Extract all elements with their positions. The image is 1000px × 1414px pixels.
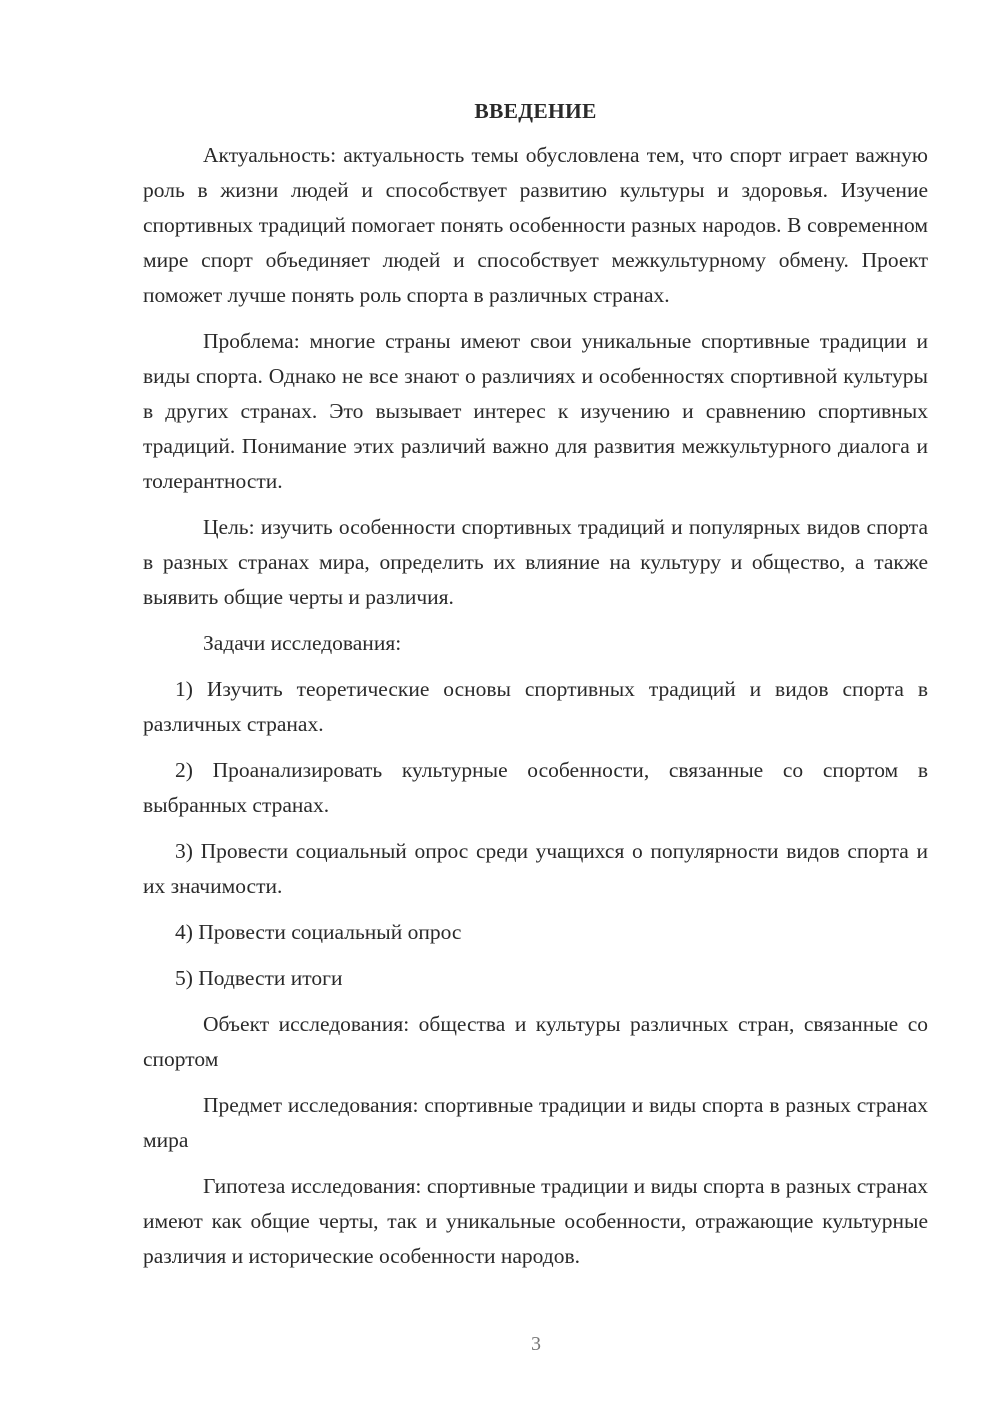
paragraph-hypothesis: Гипотеза исследования: спортивные традиции и виды спорта в разных странах имеют как общие черты, так и уникальные особенности, отражающие культурные различия и исторические особенности народов. [143,1174,928,1268]
page-content [143,96,928,1285]
paragraph-goal: Цель: изучить особенности спортивных традиций и популярных видов спорта в разных странах мира, определить их влияние на культуру и общество, а также выявить общие черты и различия. [143,515,928,609]
task-item-1: 1) Изучить теоретические основы спортивных традиций и видов спорта в различных странах. [143,677,928,736]
task-item-3: 3) Провести социальный опрос среди учащихся о популярности видов спорта и их значимости. [143,839,928,898]
tasks-heading: Задачи исследования: [203,631,402,655]
task-item-5: 5) Подвести итоги [175,966,343,990]
paragraph-relevance: Актуальность: актуальность темы обусловлена тем, что спорт играет важную роль в жизни людей и способствует развитию культуры и здоровья. Изучение спортивных традиций помогает понять особенности разных народов. В современном мире спорт объединяет людей и способствует межкультурному обмену. Проект поможет лучше понять роль спорта в различных странах. [143,143,928,307]
paragraph-subject: Предмет исследования: спортивные традиции и виды спорта в разных странах мира [143,1093,928,1152]
paragraph-problem: Проблема: многие страны имеют свои уникальные спортивные традиции и виды спорта. Однако не все знают о различиях и особенностях спортивной культуры в других странах. Это вызывает интерес к изучению и сравнению спортивных традиций. Понимание этих различий важно для развития межкультурного диалога и толерантности. [143,329,928,493]
section-title: ВВЕДЕНИЕ [474,99,597,123]
task-item-4: 4) Провести социальный опрос [175,920,462,944]
paragraph-object: Объект исследования: общества и культуры различных стран, связанные со спортом [143,1012,928,1071]
task-item-2: 2) Проанализировать культурные особенности, связанные со спортом в выбранных странах. [143,758,928,817]
page-number: 3 [531,1333,541,1355]
